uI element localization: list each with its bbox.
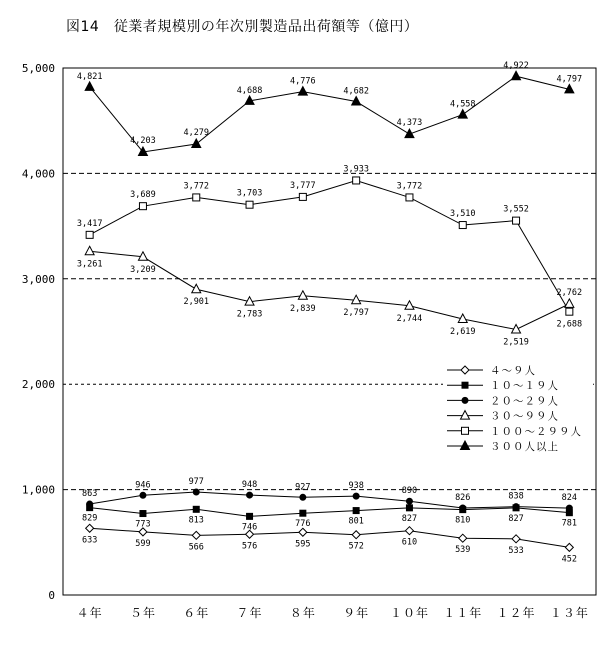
data-point-marker	[353, 177, 360, 184]
data-point-marker	[406, 194, 413, 201]
data-point-marker	[565, 299, 574, 308]
data-label: 3,933	[343, 164, 369, 175]
x-tick-label: ６年	[183, 606, 210, 620]
data-point-marker	[460, 505, 466, 511]
data-point-marker	[299, 193, 306, 200]
x-tick-label: １３年	[549, 606, 589, 620]
data-point-marker	[462, 427, 469, 434]
data-label: 3,261	[76, 259, 103, 270]
chart-title: 図14 従業者規模別の年次別製造品出荷額等（億円）	[66, 19, 419, 35]
data-label: 4,776	[290, 76, 316, 87]
data-point-marker	[193, 194, 200, 201]
data-label: 533	[508, 545, 524, 556]
legend-label: ３０～９９人	[490, 410, 559, 423]
data-point-marker	[353, 508, 359, 514]
data-point-marker	[406, 498, 412, 504]
data-point-marker	[139, 203, 146, 210]
legend-label: １０～１９人	[490, 380, 559, 393]
data-label: 3,552	[503, 204, 529, 215]
series-line	[90, 180, 570, 311]
data-label: 610	[401, 537, 418, 548]
data-point-marker	[193, 489, 199, 495]
data-label: 4,922	[503, 61, 529, 72]
legend-label: ３００人以上	[490, 441, 559, 453]
data-label: 746	[241, 522, 258, 533]
data-label: 838	[508, 491, 524, 502]
x-tick-label: １０年	[389, 606, 429, 620]
data-label: 4,203	[130, 136, 156, 147]
legend-label: １００～２９９人	[490, 425, 582, 438]
series-line	[90, 492, 570, 508]
data-point-marker	[298, 87, 307, 96]
data-label: 4,682	[343, 86, 369, 97]
data-label: 452	[561, 554, 578, 565]
x-tick-label: ５年	[129, 606, 156, 620]
data-point-marker	[405, 527, 413, 535]
data-point-marker	[192, 139, 201, 148]
data-point-marker	[462, 382, 468, 388]
data-label: 4,821	[76, 71, 103, 82]
data-label: 4,373	[396, 118, 423, 129]
data-point-marker	[512, 71, 521, 80]
data-point-marker	[512, 535, 520, 543]
data-label: 3,417	[76, 218, 103, 229]
data-label: 3,510	[449, 209, 476, 220]
data-point-marker	[86, 231, 93, 238]
x-tick-label: ９年	[343, 606, 370, 620]
data-point-marker	[140, 492, 146, 498]
data-label: 599	[135, 538, 151, 549]
y-tick-label: 3,000	[21, 272, 55, 286]
data-point-marker	[193, 506, 199, 512]
data-label: 810	[455, 515, 471, 526]
data-label: 572	[348, 541, 364, 552]
data-label: 781	[561, 518, 578, 529]
data-label: 595	[295, 539, 311, 550]
x-tick-label: １２年	[496, 606, 536, 620]
data-label: 927	[295, 482, 311, 493]
data-point-marker	[246, 201, 253, 208]
data-label: 801	[348, 516, 364, 527]
data-point-marker	[353, 493, 359, 499]
data-label: 946	[135, 480, 151, 491]
data-point-marker	[513, 504, 519, 510]
data-label: 2,519	[503, 337, 529, 348]
data-label: 2,762	[556, 287, 583, 298]
data-label: 633	[81, 535, 98, 546]
data-point-marker	[299, 528, 307, 536]
series-line	[90, 508, 570, 517]
data-label: 539	[455, 545, 471, 556]
series-line	[90, 251, 570, 329]
data-label: 776	[295, 519, 311, 530]
data-label: 813	[188, 515, 204, 526]
data-label: 863	[81, 489, 98, 500]
data-label: 4,279	[183, 127, 210, 138]
y-tick-label: 5,000	[21, 62, 55, 75]
data-label: 948	[241, 480, 258, 491]
data-label: 3,772	[396, 181, 423, 192]
data-label: 2,744	[396, 313, 423, 324]
data-point-marker	[298, 291, 307, 300]
y-tick-label: 4,000	[21, 167, 55, 181]
data-point-marker	[86, 524, 94, 532]
data-label: 2,901	[183, 297, 210, 308]
data-point-marker	[192, 284, 201, 293]
y-tick-label: 1,000	[21, 483, 55, 497]
x-tick-label: ４年	[76, 606, 103, 620]
data-label: 2,797	[343, 308, 369, 319]
data-label: 938	[348, 481, 364, 492]
data-point-marker	[85, 246, 94, 255]
data-label: 890	[401, 486, 418, 497]
data-label: 2,619	[449, 326, 476, 337]
data-label: 829	[81, 513, 98, 524]
data-label: 4,558	[449, 99, 476, 110]
data-label: 3,703	[236, 188, 263, 199]
data-label: 773	[135, 519, 151, 530]
data-point-marker	[140, 511, 146, 517]
data-point-marker	[459, 534, 467, 542]
data-label: 576	[241, 541, 258, 552]
data-label: 826	[455, 492, 471, 503]
data-point-marker	[458, 110, 467, 119]
data-point-marker	[300, 510, 306, 516]
data-point-marker	[300, 494, 306, 500]
x-tick-label: ７年	[236, 606, 263, 620]
data-point-marker	[247, 492, 253, 498]
data-label: 4,797	[556, 74, 583, 85]
data-label: 2,688	[556, 319, 583, 330]
data-point-marker	[462, 397, 468, 403]
legend-label: ４～９人	[490, 365, 536, 377]
data-label: 977	[188, 477, 204, 488]
data-label: 827	[508, 513, 524, 524]
x-tick-label: １１年	[443, 606, 483, 620]
data-label: 3,772	[183, 181, 210, 192]
data-label: 566	[188, 542, 204, 553]
data-point-marker	[247, 513, 253, 519]
data-point-marker	[565, 543, 573, 551]
data-point-marker	[352, 531, 360, 539]
data-label: 827	[401, 513, 418, 524]
legend-label: ２０～２９人	[490, 395, 559, 408]
data-point-marker	[87, 501, 93, 507]
data-point-marker	[459, 222, 466, 229]
data-point-marker	[192, 531, 200, 539]
y-tick-label: 2,000	[21, 378, 55, 392]
data-point-marker	[406, 505, 412, 511]
x-tick-label: ８年	[289, 606, 316, 620]
data-label: 2,839	[290, 303, 316, 314]
data-point-marker	[85, 82, 94, 91]
data-point-marker	[566, 308, 573, 315]
data-label: 824	[561, 493, 578, 504]
data-point-marker	[513, 217, 520, 224]
data-label: 4,688	[236, 85, 263, 96]
data-label: 3,209	[130, 264, 156, 275]
y-tick-label: 0	[48, 589, 55, 602]
series-line	[90, 76, 570, 152]
data-point-marker	[566, 505, 572, 511]
data-label: 2,783	[236, 309, 263, 320]
data-label: 3,689	[130, 190, 156, 201]
data-label: 3,777	[290, 180, 316, 191]
